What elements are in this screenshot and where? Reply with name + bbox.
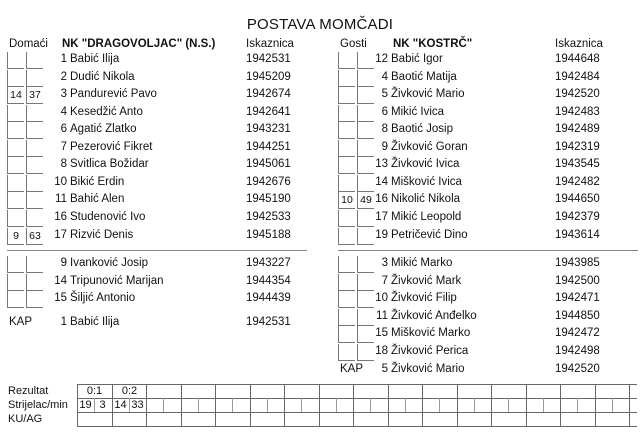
event-box <box>338 70 355 87</box>
player-number: 9 <box>381 140 388 153</box>
player-license: 1942379 <box>555 210 600 223</box>
player-number: 9 <box>60 257 67 269</box>
player-license: 1945190 <box>246 193 291 206</box>
player-number: 6 <box>381 105 388 118</box>
event-box <box>26 122 43 139</box>
away-side-label: Gosti <box>340 38 367 50</box>
grid-line <box>181 384 182 426</box>
cards-label: KU/AG <box>8 413 43 425</box>
player-row <box>338 52 638 69</box>
grid-line <box>457 384 458 426</box>
captain-label: KAP <box>340 363 364 375</box>
grid-line <box>198 398 199 412</box>
event-box: 49 <box>357 192 374 209</box>
grid-line <box>250 384 251 426</box>
player-row <box>7 87 307 104</box>
player-name: Baotić Matija <box>391 70 457 83</box>
player-name: Živković Goran <box>391 140 468 153</box>
event-box <box>7 274 24 291</box>
event-box <box>338 256 355 273</box>
grid-line <box>612 398 613 412</box>
grid-line <box>405 398 406 412</box>
result-value: 0:1 <box>86 385 103 397</box>
player-name: Nikolić Nikola <box>391 193 461 206</box>
event-box <box>26 210 43 227</box>
player-name: Baotić Josip <box>391 123 454 136</box>
scorer-value: 3 <box>99 399 106 411</box>
grid-line <box>370 398 371 412</box>
player-number: 15 <box>54 292 67 304</box>
event-box <box>338 140 355 157</box>
player-number: 14 <box>375 175 388 188</box>
event-box <box>26 70 43 87</box>
event-box <box>26 175 43 192</box>
scorer-value: 33 <box>131 399 144 411</box>
event-box <box>7 256 24 273</box>
player-name: Mikić Ivica <box>391 105 445 118</box>
event-box <box>338 326 355 343</box>
event-box <box>7 52 24 69</box>
player-number: 4 <box>60 105 67 118</box>
grid-line <box>336 398 337 412</box>
player-name: Babić Igor <box>391 53 443 65</box>
player-license: 1942472 <box>555 327 600 339</box>
grid-line <box>595 384 596 426</box>
player-name: Rizvić Denis <box>70 228 134 241</box>
player-name: Dudić Nikola <box>70 70 135 83</box>
grid-line <box>284 384 285 426</box>
player-license: 1945188 <box>246 228 291 241</box>
event-box <box>7 210 24 227</box>
player-name: Bikić Erdin <box>70 175 125 188</box>
player-number: 13 <box>375 158 388 171</box>
event-box: 37 <box>26 87 43 104</box>
player-number: 7 <box>60 140 67 153</box>
player-name: Šiljić Antonio <box>70 292 136 304</box>
event-box: 14 <box>7 87 24 104</box>
event-box <box>7 291 24 308</box>
player-number: 3 <box>60 88 67 101</box>
player-number: 11 <box>376 309 388 322</box>
player-row <box>338 256 638 273</box>
scorer-value: 19 <box>79 399 92 411</box>
player-license: 1944850 <box>555 309 600 322</box>
player-license: 1942498 <box>555 344 600 357</box>
player-row <box>7 175 307 192</box>
player-row <box>7 105 307 122</box>
captain-name: Babić Ilija <box>70 316 120 328</box>
player-number: 10 <box>375 292 388 304</box>
player-row <box>338 192 638 209</box>
event-box <box>7 157 24 174</box>
page-title: POSTAVA MOMČADI <box>246 16 394 33</box>
player-row <box>338 309 638 326</box>
player-name: Kesedžić Anto <box>70 105 143 118</box>
grid-line <box>267 398 268 412</box>
away-team-name: NK "KOSTRČ" <box>393 38 473 50</box>
home-team-name: NK "DRAGOVOLJAC" (N.S.) <box>62 38 216 50</box>
grid-line <box>388 384 389 426</box>
player-name: Živković Ivica <box>391 158 460 171</box>
player-license: 1944650 <box>555 193 600 206</box>
grid-line <box>129 398 130 412</box>
player-number: 8 <box>381 123 388 136</box>
player-license: 1944439 <box>246 292 291 304</box>
result-label: Rezultat <box>8 385 49 397</box>
event-box <box>338 274 355 291</box>
player-license: 1942641 <box>246 105 291 118</box>
event-box <box>7 140 24 157</box>
player-license: 1944648 <box>555 53 600 65</box>
player-row <box>338 105 638 122</box>
event-box <box>338 344 355 361</box>
player-license: 1942531 <box>246 53 291 65</box>
event-box <box>338 228 355 245</box>
player-row <box>7 52 307 69</box>
player-license: 1942489 <box>555 123 600 136</box>
player-license: 1942482 <box>555 175 600 188</box>
player-number: 6 <box>60 123 67 136</box>
grid-line <box>301 398 302 412</box>
captain-number: 5 <box>381 363 388 375</box>
grid-line <box>526 384 527 426</box>
grid-line <box>215 384 216 426</box>
event-box: 63 <box>26 228 43 245</box>
player-row <box>338 70 638 87</box>
player-row <box>338 326 638 343</box>
event-box <box>338 175 355 192</box>
player-number: 5 <box>381 88 388 101</box>
player-license: 1942471 <box>555 292 600 304</box>
captain-license: 1942520 <box>555 363 600 375</box>
scorer-value: 14 <box>114 399 127 411</box>
grid-line <box>163 398 164 412</box>
player-name: Svitlica Božidar <box>70 158 149 171</box>
player-number: 4 <box>381 70 388 83</box>
grid-line <box>508 398 509 412</box>
player-name: Tripunović Marijan <box>70 274 164 287</box>
player-number: 8 <box>60 158 67 171</box>
captain-row <box>7 315 307 332</box>
player-license: 1943227 <box>246 257 291 269</box>
captain-label: KAP <box>9 316 33 328</box>
player-number: 18 <box>375 344 388 357</box>
event-box <box>7 192 24 209</box>
scorer-label: Strijelac/min <box>8 399 68 411</box>
event-box <box>338 52 355 69</box>
player-row <box>338 210 638 227</box>
grid-line <box>560 384 561 426</box>
player-row <box>7 210 307 227</box>
event-box <box>7 105 24 122</box>
player-row <box>338 157 638 174</box>
player-number: 14 <box>54 274 67 287</box>
player-license: 1945061 <box>246 158 291 171</box>
grid-line <box>577 398 578 412</box>
player-row <box>338 274 638 291</box>
player-name: Mikić Marko <box>391 257 453 269</box>
captain-row <box>338 362 638 379</box>
player-name: Pezerović Fikret <box>70 140 153 153</box>
player-license: 1944251 <box>246 140 291 153</box>
player-row <box>7 140 307 157</box>
player-name: Mišković Marko <box>391 327 471 339</box>
grid-line <box>232 398 233 412</box>
player-license: 1944354 <box>246 274 291 287</box>
player-row <box>338 344 638 361</box>
player-license: 1942319 <box>555 140 600 153</box>
grid-line <box>319 384 320 426</box>
event-box <box>338 309 355 326</box>
event-box <box>338 105 355 122</box>
event-box <box>26 157 43 174</box>
grid-line <box>422 384 423 426</box>
player-license: 1942676 <box>246 175 291 188</box>
grid-line <box>491 384 492 426</box>
grid-line <box>439 398 440 412</box>
grid-line <box>94 398 95 412</box>
event-box <box>26 140 43 157</box>
player-row <box>338 291 638 308</box>
event-box <box>338 87 355 104</box>
away-id-header: Iskaznica <box>555 38 603 50</box>
player-number: 17 <box>375 210 388 223</box>
event-box <box>26 291 43 308</box>
player-license: 1942500 <box>555 274 600 287</box>
event-box <box>26 256 43 273</box>
player-name: Studenović Ivo <box>70 210 146 223</box>
grid-line <box>77 384 637 385</box>
player-name: Živković Perica <box>391 344 469 357</box>
player-name: Živković Anđelko <box>391 309 477 322</box>
event-box <box>26 274 43 291</box>
player-row <box>7 228 307 245</box>
event-box <box>26 52 43 69</box>
event-box <box>338 291 355 308</box>
event-box <box>26 105 43 122</box>
grid-line <box>543 398 544 412</box>
player-number: 2 <box>60 70 67 83</box>
player-row <box>7 274 307 291</box>
grid-line <box>629 384 630 426</box>
player-license: 1943545 <box>555 158 600 171</box>
player-license: 1942674 <box>246 88 291 101</box>
player-number: 17 <box>54 228 67 241</box>
home-id-header: Iskaznica <box>246 38 294 50</box>
result-value: 0:2 <box>121 385 138 397</box>
player-name: Mišković Ivica <box>391 175 462 188</box>
player-license: 1942484 <box>555 70 600 83</box>
player-number: 15 <box>375 327 388 339</box>
player-license: 1945209 <box>246 70 291 83</box>
player-license: 1943614 <box>555 228 600 241</box>
player-row <box>7 192 307 209</box>
player-name: Živković Mark <box>391 274 462 287</box>
player-name: Živković Filip <box>391 292 457 304</box>
grid-line <box>77 412 637 413</box>
player-name: Bahić Alen <box>70 193 125 206</box>
grid-line <box>353 384 354 426</box>
player-name: Petričević Dino <box>391 228 468 241</box>
player-row <box>7 70 307 87</box>
player-name: Babić Ilija <box>70 53 120 65</box>
home-divider <box>7 250 307 251</box>
player-row <box>338 228 638 245</box>
event-box <box>7 70 24 87</box>
player-name: Agatić Zlatko <box>70 123 137 136</box>
captain-name: Živković Mario <box>391 363 465 375</box>
player-license: 1943231 <box>246 123 291 136</box>
player-name: Mikić Leopold <box>391 210 462 223</box>
player-row <box>338 175 638 192</box>
player-number: 10 <box>54 175 67 188</box>
player-row <box>7 157 307 174</box>
captain-number: 1 <box>60 316 67 328</box>
grid-line <box>77 426 637 427</box>
player-number: 1 <box>60 53 67 65</box>
grid-line <box>474 398 475 412</box>
event-box <box>338 122 355 139</box>
player-license: 1942520 <box>555 88 600 101</box>
player-row <box>338 140 638 157</box>
player-number: 19 <box>375 228 388 241</box>
event-box: 10 <box>338 192 355 209</box>
player-number: 11 <box>55 193 67 206</box>
player-license: 1942533 <box>246 210 291 223</box>
player-row <box>338 87 638 104</box>
player-name: Živković Mario <box>391 88 465 101</box>
player-row <box>7 122 307 139</box>
event-box: 9 <box>7 228 24 245</box>
player-license: 1942483 <box>555 105 600 118</box>
event-box <box>26 192 43 209</box>
player-number: 3 <box>381 257 388 269</box>
player-number: 16 <box>54 210 67 223</box>
event-box <box>338 157 355 174</box>
away-divider <box>338 250 638 251</box>
player-name: Ivanković Josip <box>70 257 148 269</box>
captain-license: 1942531 <box>246 316 291 328</box>
player-number: 16 <box>375 193 388 206</box>
event-box <box>338 210 355 227</box>
grid-line <box>77 398 637 399</box>
player-name: Pandurević Pavo <box>70 88 157 101</box>
player-row <box>7 291 307 308</box>
event-box <box>7 175 24 192</box>
player-row <box>7 256 307 273</box>
player-number: 12 <box>375 53 388 65</box>
player-number: 7 <box>381 274 388 287</box>
player-row <box>338 122 638 139</box>
event-box <box>7 122 24 139</box>
home-side-label: Domaći <box>9 38 48 50</box>
player-license: 1943985 <box>555 257 600 269</box>
